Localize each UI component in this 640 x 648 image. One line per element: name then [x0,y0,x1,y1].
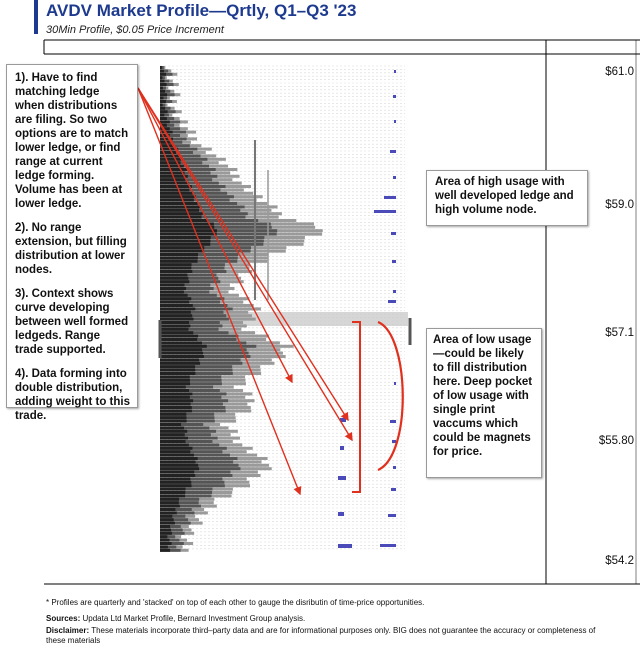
profile-bar-q1 [160,433,185,436]
profile-bar-q1 [160,260,198,263]
profile-bar-q1 [160,409,192,412]
profile-bar-q1 [160,110,168,113]
profile-bar-q1 [160,352,203,355]
profile-bar-q1 [160,83,167,86]
profile-bar-q1 [160,471,194,474]
profile-bar-q1 [160,484,192,487]
profile-bar-q1 [160,117,167,120]
profile-bar-q1 [160,243,210,246]
volume-bar [393,466,396,469]
profile-bar-q1 [160,338,197,341]
profile-bar-q1 [160,263,192,266]
y-tick-label: $57.1 [605,327,634,339]
profile-bar-q1 [160,460,196,463]
profile-bar-q1 [160,542,172,545]
profile-bar-q1 [160,168,187,171]
profile-bar-q1 [160,345,207,348]
profile-bar-q1 [160,328,188,331]
sources-label: Sources: [46,614,81,623]
low-usage-bracket [352,322,360,492]
annotation-point-1: 1). Have to find matching ledge when distributions are filing. So two options are to match lower ledge, or find range at current ledge forming. Volume has been at lower ledge. [15,72,129,210]
profile-bar-q1 [160,508,175,511]
profile-bar-q1 [160,545,168,548]
profile-bar-q1 [160,178,185,181]
volume-bar [390,150,396,153]
profile-bar-q1 [160,491,185,494]
volume-bar [394,70,396,73]
profile-bar-q1 [160,236,211,239]
profile-bar-q1 [160,379,190,382]
profile-bar-q1 [160,297,191,300]
profile-bar-q1 [160,229,217,232]
volume-bar [393,176,396,179]
profile-bar-q1 [160,437,188,440]
profile-bar-q1 [160,535,167,538]
y-tick-label: $61.0 [605,66,634,78]
profile-bar-q1 [160,522,175,525]
profile-bar-q1 [160,443,189,446]
volume-bar [388,514,396,517]
profile-bar-q1 [160,86,163,89]
profile-bar-q1 [160,477,190,480]
volume-bar [340,446,344,450]
profile-bar-q1 [160,494,185,497]
profile-bar-q1 [160,267,191,270]
profile-bar-q1 [160,209,199,212]
profile-bar-q1 [160,413,186,416]
y-tick-label: $55.80 [598,435,634,447]
profile-bar-q1 [160,539,169,542]
profile-bar-q1 [160,69,164,72]
chart-subtitle: 30Min Profile, $0.05 Price Increment [46,24,224,36]
high-usage-annotation: Area of high usage with well developed ledge and high volume node. [426,170,588,226]
profile-bar-q1 [160,304,193,307]
profile-bar-q1 [160,450,190,453]
profile-bar-q1 [160,420,187,423]
annotation-point-2: 2). No range extension, but filling distribution at lower nodes. [15,222,127,276]
profile-bar-q1 [160,233,217,236]
annotation-point-3: 3). Context shows curve developing between well formed ledgeds. Range trade supported. [15,288,129,356]
profile-bar-q1 [160,90,165,93]
profile-bar-q1 [160,321,189,324]
profile-bar-q1 [160,406,192,409]
profile-bar-q1 [160,528,171,531]
volume-bar [391,232,396,235]
profile-bar-q1 [160,226,214,229]
volume-bar [390,420,396,423]
volume-bar [393,290,396,293]
volume-bar [388,300,396,303]
profile-bar-q1 [160,182,189,185]
profile-bar-q1 [160,454,194,457]
volume-bar [394,382,396,385]
profile-bar-q1 [160,73,166,76]
profile-bar-q1 [160,307,195,310]
profile-bar-q1 [160,440,185,443]
profile-bar-q1 [160,447,192,450]
chart-title: AVDV Market Profile—Qrtly, Q1–Q3 '23 [46,1,357,20]
profile-bar-q1 [160,348,202,351]
profile-bars [160,66,323,552]
profile-bar-q1 [160,246,204,249]
volume-bar [374,210,396,213]
profile-bar-q1 [160,219,208,222]
profile-bar-q1 [160,66,162,69]
profile-bar-q1 [160,358,199,361]
profile-bar-q1 [160,199,194,202]
profile-bar-q1 [160,382,190,385]
profile-bar-q1 [160,120,170,123]
profile-bar-q1 [160,205,201,208]
profile-bar-q1 [160,375,190,378]
volume-bar [338,476,346,480]
profile-bar-q1 [160,151,176,154]
profile-bar-q1 [160,158,183,161]
profile-bar-q1 [160,426,184,429]
profile-bar-q1 [160,216,202,219]
profile-bar-q1 [160,481,191,484]
profile-bar-q1 [160,488,186,491]
profile-bar-q1 [160,416,186,419]
disclaimer-label: Disclaimer: [46,626,90,635]
profile-bar-q1 [160,532,172,535]
low-usage-annotation: Area of low usage—could be likely to fill distribution here. Deep pocket of low usage with single print vaccums which could be magnets for price. [426,328,542,478]
volume-bar [392,260,396,263]
profile-bar-q1 [160,467,199,470]
disclaimer-text: These materials incorporate third–party data and are for informational purposes only. BIG does not guarantee the accuracy or completeness of these materials [46,626,596,645]
profile-bar-q1 [160,518,174,521]
profile-bar-q1 [160,372,195,375]
annotation-point-4: 4). Data forming into double distribution, adding weight to this trade. [15,368,130,422]
volume-bar [393,95,396,98]
profile-bar-q1 [160,188,189,191]
profile-bar-q1 [160,97,163,100]
profile-bar-q1 [160,498,179,501]
profile-bar-q1 [160,280,189,283]
profile-bar-q1 [160,253,198,256]
profile-bar-q1 [160,511,177,514]
profile-bar-q1 [160,505,180,508]
y-tick-label: $59.0 [605,199,634,211]
profile-bar-q1 [160,324,190,327]
profile-bar-q1 [160,277,188,280]
profile-bar-q1 [160,335,198,338]
profile-bar-q1 [160,369,195,372]
profile-bar-q1 [160,457,198,460]
profile-bar-q1 [160,202,197,205]
profile-bar-q1 [160,185,192,188]
profile-bar-q1 [160,549,170,552]
volume-bar [338,544,352,548]
profile-bar-q1 [160,365,195,368]
profile-bar-q1 [160,284,184,287]
profile-bar-q1 [160,515,172,518]
profile-bar-q1 [160,464,198,467]
profile-bar-q1 [160,239,210,242]
profile-bar-q1 [160,386,186,389]
profile-bar-q1 [160,107,165,110]
profile-bar-q1 [160,423,181,426]
volume-bar [380,544,396,547]
volume-bar [384,196,396,199]
profile-bar-q1 [160,525,170,528]
profile-bar-q1 [160,362,200,365]
profile-bar-q1 [160,273,187,276]
footer-disclaimer [46,626,606,646]
profile-bar-q1 [160,355,204,358]
profile-bar-q1 [160,474,195,477]
y-tick-label: $54.2 [605,555,634,567]
profile-bar-q1 [160,501,179,504]
profile-bar-q1 [160,76,162,79]
profile-bar-q1 [160,222,214,225]
profile-bar-q1 [160,294,188,297]
volume-bar [338,512,344,516]
profile-bar-q1 [160,318,194,321]
profile-bar-q1 [160,430,187,433]
profile-bar-q1 [160,403,191,406]
profile-bar-q1 [160,341,202,344]
profile-bar-q1 [160,93,167,96]
profile-bar-q1 [160,301,189,304]
profile-bar-q1 [160,195,196,198]
profile-bar-q1 [160,103,163,106]
profile-bar-q1 [160,287,186,290]
profile-bar-q1 [160,396,190,399]
sources-text: Updata Ltd Market Profile, Bernard Investment Group analysis. [82,614,306,623]
volume-bars [338,70,396,548]
profile-bar-q1 [160,154,180,157]
profile-bar-q1 [160,100,166,103]
profile-bar-q1 [160,311,191,314]
profile-bar-q1 [160,290,184,293]
profile-bar-q1 [160,212,203,215]
volume-bar [392,440,396,443]
footer-note: * Profiles are quarterly and 'stacked' on top of each other to gauge the disributin of time-price opportunities. [46,598,425,607]
profile-bar-q1 [160,270,192,273]
profile-bar-q1 [160,192,193,195]
profile-bar-q1 [160,314,192,317]
profile-bar-q1 [160,392,192,395]
profile-bar-q1 [160,256,198,259]
profile-bar-q1 [160,250,204,253]
volume-bar [394,120,396,123]
left-annotation-box [6,64,138,422]
profile-bar-q1 [160,331,193,334]
profile-bar-q1 [160,114,164,117]
profile-bar-q1 [160,80,164,83]
profile-bar-q1 [160,389,189,392]
footer-sources [46,614,305,624]
volume-bar [391,488,396,491]
profile-bar-q1 [160,399,193,402]
